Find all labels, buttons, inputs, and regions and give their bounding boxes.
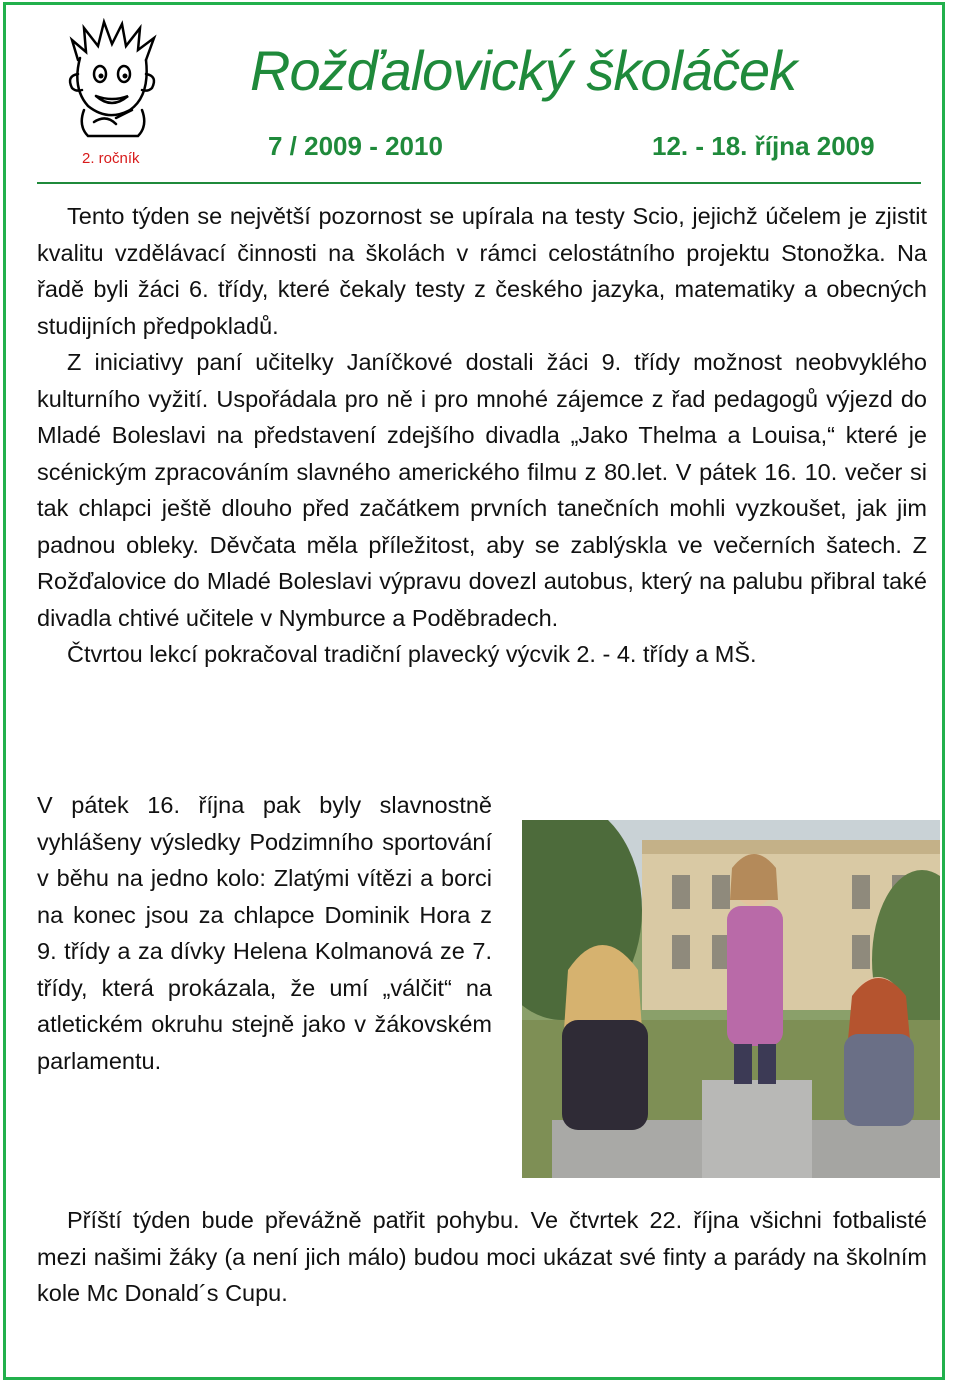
- grade-caption: 2. ročník: [82, 150, 140, 167]
- paragraph-football: Příští týden bude převážně patřit pohybu. Ve čtvrtek 22. října všichni fotbalisté mezi našimi žáky (a není jich málo) budou moci ukázat své finty a parády na školním kole Mc Donald´s Cupu.: [37, 1207, 927, 1306]
- article-next-week: [37, 1202, 927, 1312]
- paragraph-swimming: Čtvrtou lekcí pokračoval tradiční plavecký výcvik 2. - 4. třídy a MŠ.: [67, 641, 757, 667]
- issue-date: 12. - 18. října 2009: [652, 131, 875, 161]
- cartoon-boy-logo: [58, 18, 168, 142]
- article-intro: [37, 198, 927, 673]
- newsletter-title: Rožďalovický školáček: [250, 39, 797, 102]
- header-divider: [37, 182, 921, 184]
- paragraph-theatre: Z iniciativy paní učitelky Janíčkové dostali žáci 9. třídy možnost neobvyklého kulturního vyžití. Uspořádala pro ně i pro mnohé zájemce z řad pedagogů výjezd do Mladé Boleslavi na představení zdejšího divadla „Jako Thelma a Louisa,“ které je scénickým zpracováním slavného amerického filmu z 80.let. V pátek 16. 10. večer si tak chlapci ještě dlouho před začátkem prvních tanečních mohli vyzkoušet, jak jim padnou obleky. Děvčata měla příležitost, aby se zablýskla ve večerních šatech. Z Rožďalovice do Mladé Boleslavi výpravu dovezl autobus, který na palubu přibral také divadla chtivé učitele v Nymburce a Poděbradech.: [37, 349, 927, 631]
- paragraph-scio: Tento týden se největší pozornost se upírala na testy Scio, jejichž účelem je zjistit kvalitu vzdělávací činnosti na školách v rámci celostátního projektu Stonožka. Na řadě byli žáci 6. třídy, které čekaly testy z českého jazyka, matematiky a obecných studijních předpokladů.: [37, 203, 927, 339]
- paragraph-running-results: V pátek 16. října pak byly slavnostně vyhlášeny výsledky Podzimního sportování v běhu na jedno kolo: Zlatými vítězi a borci na konec jsou za chlapce Dominik Hora z 9. třídy a za dívky Helena Kolmanová ze 7. třídy, která prokázala, že umí „válčit“ na atletickém okruhu stejně jako v žákovském parlamentu.: [37, 792, 492, 1074]
- podium-photo: [522, 820, 940, 1178]
- issue-number: 7 / 2009 - 2010: [268, 131, 443, 161]
